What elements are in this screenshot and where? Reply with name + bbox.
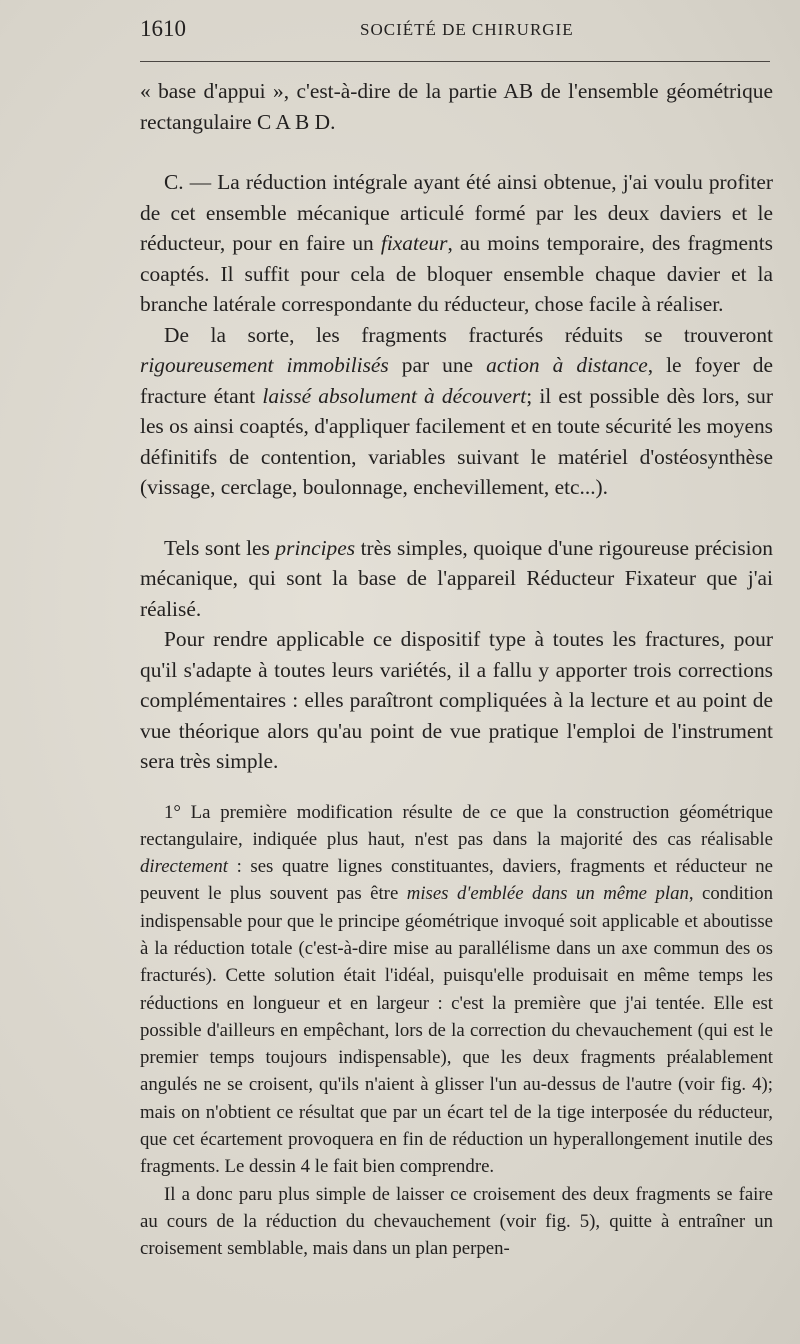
italic-text-segment: principes [275,535,356,560]
paragraph-croisement [140,1181,773,1263]
text-segment: Pour rendre applicable ce dispositif type à toutes les fractures, pour qu'il s'adapte à toutes leurs variétés, il a fallu y apporter trois corrections complémentaires : elles paraîtront compliquées à la lecture et au point de vue théorique alors qu'au point de vue pratique l'emploi de l'instrument sera très simple. [140,627,773,773]
text-segment: , condition indispensable pour que le principe géométrique invoqué soit applicable et aboutisse à la réduction totale (c'est-à-dire mise au parallélisme dans un axe commun des os fracturés). Cette solution était l'idéal, puisqu'elle produisait en même temps les réductions en longueur et en largeur : c'est la première que j'ai tentée. Elle est possible d'ailleurs en empêchant, lors de la correction du chevauchement (qui est le premier temps toujours indispensable), que les deux fragments préalablement angulés ne se croisent, qu'ils n'aient à glisser l'un au-dessus de l'autre (voir fig. 4); mais on n'obtient ce résultat que par un écart tel de la tige interposée du réducteur, que cet écartement provoquera en fin de réduction un hyperallongement inutile des fragments. Le dessin 4 le fait bien comprendre. [140,883,774,1178]
paragraph-de-la-sorte [140,320,773,503]
text-segment: , le foyer de fracture étant [140,353,773,408]
paragraph-pour-rendre [140,624,773,777]
text-segment: , au moins temporaire, des fragments coaptés. Il suffit pour cela de bloquer ensemble chaque davier et la branche latérale correspondante du réducteur, chose facile à réaliser. [140,231,773,316]
italic-text-segment: directement [140,856,228,878]
paragraph-base-appui [140,76,773,137]
body-text [140,76,773,1263]
text-segment: « base d'appui », c'est-à-dire de la partie AB de l'ensemble géométrique rectangulaire C A B D. [140,79,773,134]
running-head: SOCIÉTÉ DE CHIRURGIE [360,20,574,39]
text-segment: par une [388,353,487,377]
text-segment: 1° La première modification résulte de ce que la construction géométrique rectangulaire, indiquée plus haut, n'est pas dans la majorité des cas réalisable [140,801,773,850]
text-segment: : ses quatre lignes constituantes, daviers, fragments et réducteur ne peuvent le plus souvent pas être [140,856,773,905]
text-segment: ; il est possible dès lors, sur les os ainsi coaptés, d'appliquer facilement et en toute sécurité les moyens définitifs de contention, variables suivant le matériel d'ostéosynthèse (vissage, cerclage, boulonnage, enchevillement, etc...). [140,383,773,499]
italic-text-segment: rigoureusement immobilisés [140,353,389,377]
page-number: 1610 [140,16,186,41]
text-segment: De la sorte, les fragments fracturés réduits se trouveront [164,322,773,347]
italic-text-segment: action à distance [486,353,648,377]
paragraph-c-reduction [140,167,773,320]
text-segment: très simples, quoique d'une rigoureuse précision mécanique, qui sont la base de l'appareil Réducteur Fixateur que j'ai réalisé. [140,535,773,621]
italic-text-segment: mises d'emblée dans un même plan [406,883,689,905]
paragraph-principes [140,533,773,625]
italic-text-segment: fixateur [380,231,448,255]
paragraph-premiere-modification [140,799,773,1181]
italic-text-segment: laissé absolument à découvert [262,383,527,408]
page-header [140,16,770,50]
header-rule [140,61,770,62]
text-segment: Il a donc paru plus simple de laisser ce croisement des deux fragments se faire au cours de la réduction du chevauchement (voir fig. 5), quitte à entraîner un croisement semblable, mais dans un plan perpen- [140,1183,773,1260]
text-segment: Tels sont les [164,535,276,560]
text-segment: C. — La réduction intégrale ayant été ainsi obtenue, j'ai voulu profiter de cet ensemble mécanique articulé formé par les deux daviers et le réducteur, pour en faire un [140,170,773,255]
